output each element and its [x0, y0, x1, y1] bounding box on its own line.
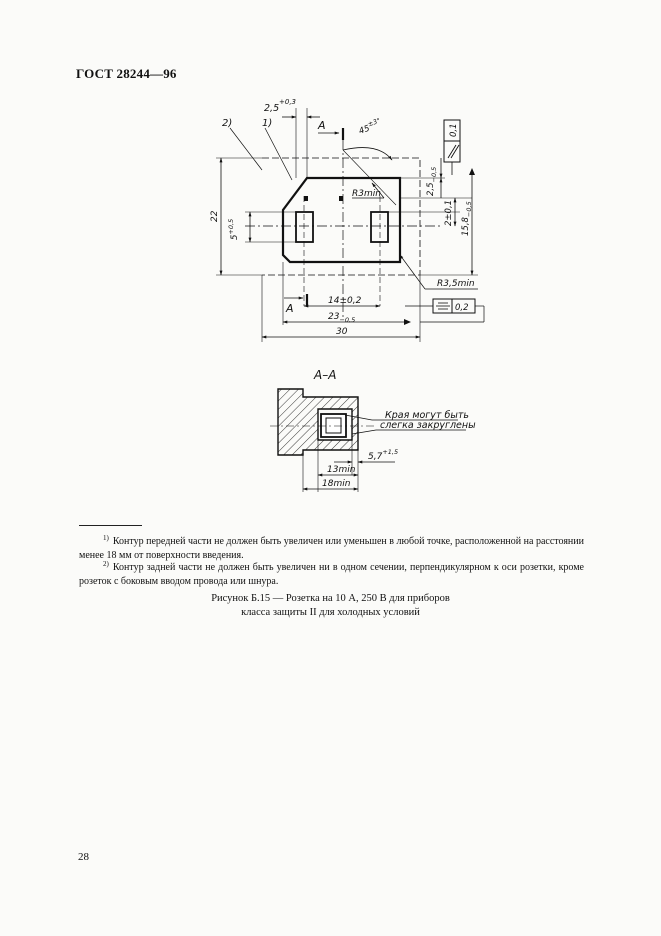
figure-caption-line1: Рисунок Б.15 — Розетка на 10 А, 250 В для приборов [211, 593, 450, 604]
contact-slot-right [371, 212, 388, 242]
callout-2: 2) [222, 118, 233, 129]
callout-1: 1) [262, 118, 273, 129]
footnote-2-text: Контур задней части не должен быть увеличен ни в одном сечении, перпендикулярном к оси розетки, кроме розеток с боковым вводом провода или шнура. [79, 562, 584, 587]
section-note-line2: слегка закруглены [380, 420, 476, 431]
section-title: A–A [314, 368, 337, 382]
footnote-1-mark: 1) [103, 534, 109, 542]
figure-caption-line2: класса защиты II для холодных условий [241, 607, 420, 618]
section-mark-top: A [318, 119, 326, 132]
section-mark-bottom: A [286, 302, 294, 315]
footnote-2-mark: 2) [103, 560, 109, 568]
dim-2-5-top: 2,5 [264, 103, 280, 114]
page-number: 28 [78, 851, 89, 863]
dim-5: $5^{+0,5}$ [227, 218, 240, 240]
dim-23: $23_{-0,5}$ [328, 312, 356, 324]
dim-2-right: 2±0,1 [444, 199, 454, 226]
dim-13min: 13min [327, 465, 356, 475]
dim-angle: $45^{\pm 3^\circ}$ [357, 116, 382, 137]
dim-2-5-top-tol: +0,3 [279, 98, 296, 106]
dim-2-5-right: $2,5_{-0,5}$ [426, 166, 438, 196]
tolerance-parallel-value: 0,1 [449, 123, 459, 137]
section-cavity [321, 414, 346, 437]
footnote-1-text: Контур передней части не должен быть увеличен или уменьшен в любой точке, расположенной на расстоянии менее 18 мм от поверхности введения. [79, 536, 584, 561]
dim-r3-5min: R3,5min [437, 279, 475, 289]
document-header: ГОСТ 28244—96 [76, 66, 177, 81]
dim-22: 22 [210, 210, 220, 222]
dim-30: 30 [336, 327, 348, 337]
dim-5-7: $5,7^{+1,5}$ [368, 448, 399, 462]
contact-slot-left [296, 212, 313, 242]
section-note-line1: Края могут быть [385, 410, 469, 421]
dim-14: 14±0,2 [328, 296, 362, 306]
dim-15-8: $15,8_{-0,5}$ [461, 201, 473, 236]
footnote-2 [79, 557, 584, 589]
section-view [270, 389, 466, 492]
footnote-rule [79, 525, 142, 526]
dim-18min: 18min [322, 479, 351, 489]
tolerance-symmetry-value: 0,2 [455, 303, 469, 313]
dim-r3min: R3min [352, 189, 381, 199]
